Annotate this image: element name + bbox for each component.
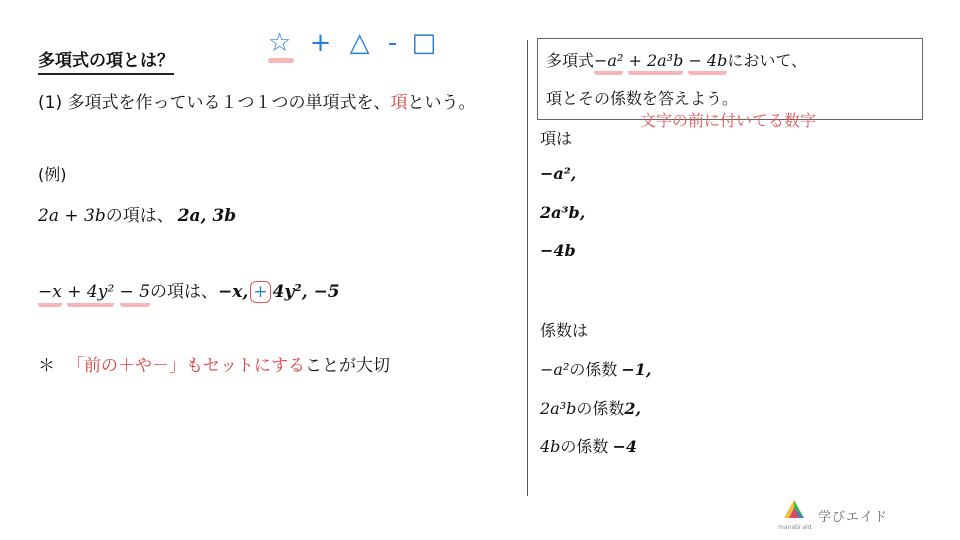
coef-text: の係数 xyxy=(569,360,618,379)
question-prefix: 多項式 xyxy=(546,51,595,70)
example1-mid: の項は、 xyxy=(105,206,174,226)
column-divider xyxy=(527,40,528,496)
coef-term: 4b xyxy=(540,437,561,456)
minus-sign: - xyxy=(387,28,398,58)
question-line1 xyxy=(546,48,807,75)
brand-logo xyxy=(780,498,808,526)
logo-small-text: manabi aid xyxy=(778,524,812,531)
note-star: ＊ xyxy=(38,356,55,376)
coef-term: −a² xyxy=(540,360,570,379)
question-term2: + 2a³b xyxy=(628,51,683,75)
logo-icon xyxy=(780,498,808,522)
question-term1: −a² xyxy=(594,51,623,75)
question-suffix: において、 xyxy=(727,51,808,70)
coef-value: −4 xyxy=(612,437,637,456)
handwritten-plus: + xyxy=(250,281,270,303)
definition-key: 項 xyxy=(390,93,408,113)
note-line xyxy=(38,351,390,376)
example2-term2: + 4y² xyxy=(67,282,114,307)
brand-name: 学びエイド xyxy=(818,510,889,525)
term-item: −4b xyxy=(540,241,576,260)
coef-text: の係数 xyxy=(560,437,609,456)
triangle-icon: △ xyxy=(349,28,370,58)
term-item: 2a³b, xyxy=(540,203,586,222)
note-rest: ことが大切 xyxy=(305,356,390,376)
annotation-text: 文字の前に付いてる数字 xyxy=(640,111,817,130)
definition-prefix: (1) 多項式を作っている１つ１つの単項式を、 xyxy=(38,93,391,113)
term-item: −a², xyxy=(540,164,577,183)
definition-line xyxy=(38,88,475,113)
coef-value: −1, xyxy=(621,360,652,379)
coef-text: の係数 xyxy=(576,399,625,418)
example-label: (例) xyxy=(38,165,67,184)
example2-line xyxy=(38,277,340,307)
star-underline xyxy=(268,58,294,63)
example2-answer-a: −x, xyxy=(218,282,249,302)
example2-mid: の項は、 xyxy=(150,282,219,302)
coef-value: 2, xyxy=(624,399,642,418)
coef-row xyxy=(540,396,641,419)
handwritten-formula xyxy=(268,28,436,58)
star-icon: ☆ xyxy=(268,28,292,58)
coef-term: 2a³b xyxy=(540,399,577,418)
square-icon: □ xyxy=(411,28,437,58)
example1-terms: 2a, 3b xyxy=(177,206,237,226)
coef-row xyxy=(540,434,637,457)
example1-expr: 2a + 3b xyxy=(38,206,106,226)
question-line2: 項とその係数を答えよう。 xyxy=(546,89,739,108)
coef-row xyxy=(540,357,651,380)
definition-suffix: という。 xyxy=(407,93,476,113)
question-term3: − 4b xyxy=(688,51,727,75)
example2-answer-b: 4y², −5 xyxy=(272,282,340,302)
plus-sign: + xyxy=(309,28,332,58)
example2-term1: −x xyxy=(38,282,62,307)
section-title: 多項式の項とは？ xyxy=(38,46,174,75)
terms-label: 項は xyxy=(540,129,573,148)
example2-term3: − 5 xyxy=(120,282,150,307)
coef-label: 係数は xyxy=(540,321,589,340)
example1-line xyxy=(38,201,236,226)
note-highlight: 「前の＋や－」もセットにする xyxy=(67,356,305,376)
